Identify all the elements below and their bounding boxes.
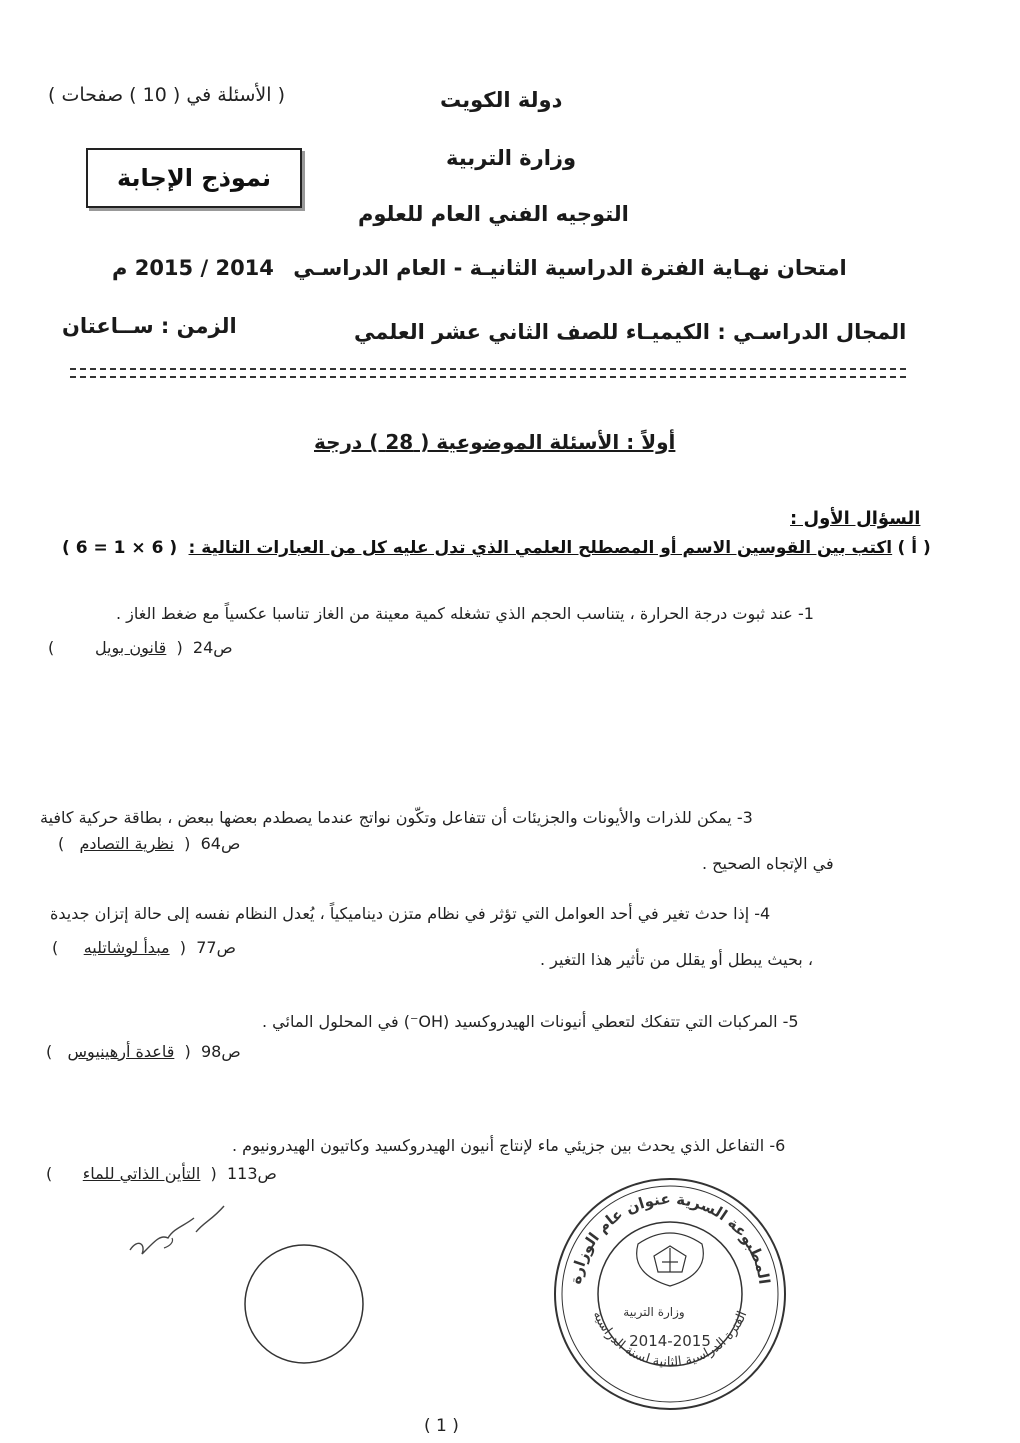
item-4-page: ص77: [196, 938, 236, 957]
stamp-outer-text: المطبوعة السرية عنوان عام الوزارة: [566, 1189, 774, 1286]
official-stamp: [550, 1174, 790, 1414]
page-number: ( 1 ): [424, 1416, 459, 1436]
item-4-open-paren: (: [174, 938, 192, 957]
item-4-term: مبدأ لوشاتليه: [83, 938, 170, 957]
item-3-term: نظرية التصادم: [79, 834, 174, 853]
header-divider: [70, 368, 906, 378]
item-6-term: التأين الذاتي للماء: [82, 1164, 201, 1183]
item-6-close-paren: ): [46, 1164, 78, 1183]
item-6-open-paren: (: [205, 1164, 222, 1183]
part-a-instruction: اكتب بين القوسين الاسم أو المصطلح العلمي الذي تدل عليه كل من العبارات التالية :: [188, 538, 893, 558]
item-4-text: 4- إذا حدث تغير في أحد العوامل التي تؤثر في نظام متزن ديناميكياً ، يُعدل النظام نفسه إلى حالة إتزان جديدة: [50, 904, 771, 923]
item-3-page: ص64: [200, 834, 241, 853]
item-5-close-paren: ): [46, 1042, 63, 1061]
state-name: دولة الكويت: [440, 88, 563, 112]
part-a-marks: ( 6 × 1 = 6 ): [62, 538, 178, 558]
item-3-open-paren: (: [179, 834, 196, 853]
exam-title: [112, 256, 847, 280]
item-6-answer: [46, 1164, 277, 1183]
stamp-inner-text: وزارة التربية: [623, 1305, 685, 1319]
exam-title-text: امتحان نهـاية الفترة الدراسية الثانيـة - العام الدراسـي: [293, 256, 847, 280]
item-4-text-cont: ، بحيث يبطل أو يقلل من تأثير هذا التغير .: [540, 950, 813, 969]
item-4-answer: [52, 938, 236, 957]
answer-model-label: نموذج الإجابة: [116, 164, 272, 192]
pages-note: ( الأسئلة في ( 10 ) صفحات ): [48, 84, 285, 106]
section-title: أولاً : الأسئلة الموضوعية ( 28 ) درجة: [314, 430, 676, 454]
item-1-open-paren: (: [171, 638, 188, 657]
part-a-prefix: ( أ ): [897, 538, 931, 558]
department-name: التوجيه الفني العام للعلوم: [358, 202, 629, 226]
item-3-text-cont: في الإتجاه الصحيح .: [702, 854, 834, 873]
item-1-page: ص24: [192, 638, 233, 657]
ministry-name: وزارة التربية: [446, 146, 577, 170]
part-a-line: [62, 538, 931, 558]
item-6-page: ص113: [226, 1164, 277, 1183]
empty-circle: [242, 1242, 366, 1366]
item-5-open-paren: (: [179, 1042, 196, 1061]
item-3-close-paren: ): [58, 834, 75, 853]
answer-model-box: [86, 148, 302, 208]
item-1-close-paren: ): [48, 638, 90, 657]
item-5-text: 5- المركبات التي تتفكك لتعطي أنيونات الهيدروكسيد (OH⁻) في المحلول المائي .: [262, 1012, 799, 1031]
item-3-text: 3- يمكن للذرات والأيونات والجزيئات أن تتفاعل وتكّون نواتج عندما يصطدم بعضها ببعض ، بطاقة حركية كافية: [40, 808, 753, 827]
item-4-close-paren: ): [52, 938, 79, 957]
kuwait-emblem-icon: [637, 1233, 704, 1286]
stamp-years: 2014-2015: [629, 1332, 711, 1350]
handwritten-signature: [124, 1198, 234, 1268]
academic-year: 2014 / 2015 م: [112, 256, 274, 280]
item-1-text: 1- عند ثبوت درجة الحرارة ، يتناسب الحجم الذي تشغله كمية معينة من الغاز تناسبا عكسياً مع ضغط الغاز .: [116, 604, 814, 623]
item-6-text: 6- التفاعل الذي يحدث بين جزيئي ماء لإنتاج أنيون الهيدروكسيد وكاتيون الهيدرونيوم .: [232, 1136, 786, 1155]
item-5-term: قاعدة أرهينيوس: [67, 1042, 175, 1061]
stamp-bottom-text: الفترة الدراسية الثانية لسنة الدراسية: [589, 1308, 751, 1371]
item-1-term: قانون بويل: [94, 638, 167, 657]
item-5-answer: [46, 1042, 241, 1061]
subject-label: المجال الدراسـي : الكيميـاء للصف الثاني عشر العلمي: [354, 320, 907, 344]
question-label: السؤال الأول :: [790, 508, 921, 529]
item-5-page: ص98: [200, 1042, 241, 1061]
item-3-answer: [58, 834, 240, 853]
item-1-answer: [48, 638, 233, 657]
time-label: الزمن : ســاعتان: [62, 314, 237, 338]
